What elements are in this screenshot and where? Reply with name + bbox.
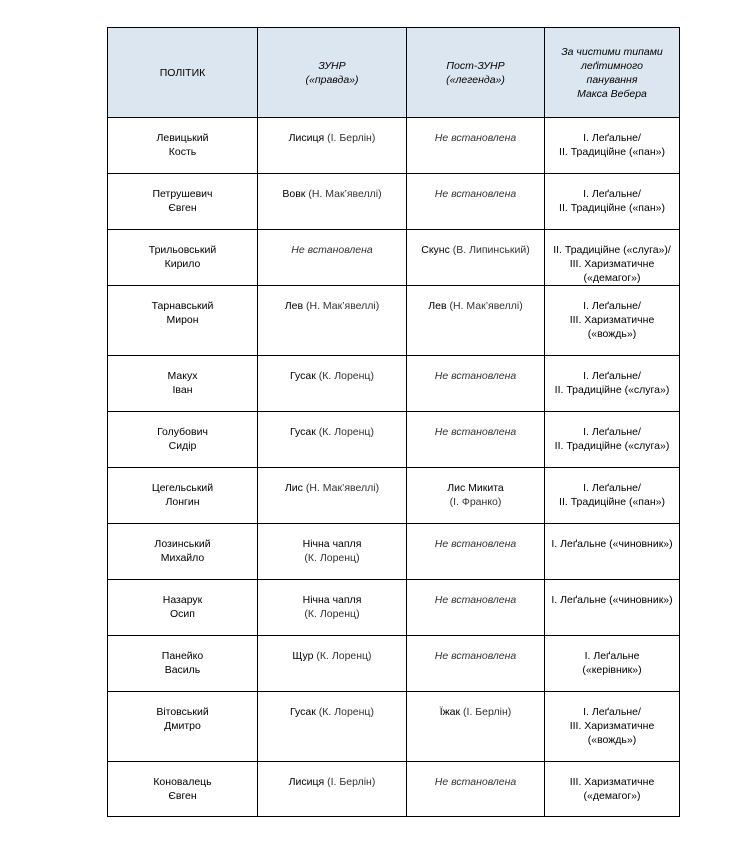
animal-name: Лисиця [288,132,325,144]
animal-name: Нічна чапля [302,594,362,606]
table-row [108,118,680,174]
header-post-zunr-line: Пост-ЗУНР [446,59,505,72]
politician-name-line: Осип [170,608,195,620]
source-author: (К. Лоренц) [318,370,374,382]
weber-type-cell [545,412,680,468]
politician-name-cell [108,636,258,692]
weber-type-cell [545,468,680,524]
politician-name-line: Панейко [161,650,204,662]
zunr-cell [258,286,407,356]
weber-type-line: I. Леґальне/ [583,300,641,312]
weber-type-line: («керівник») [582,664,642,676]
weber-type-line: I. Леґальне/ [583,482,641,494]
weber-type-line: III. Харизматичне [569,720,655,732]
zunr-cell [258,636,407,692]
animal-name: Їжак [439,706,461,718]
weber-type-line: I. Леґальне [584,650,640,662]
weber-type-cell [545,118,680,174]
zunr-cell [258,468,407,524]
weber-type-cell [545,174,680,230]
politician-name-cell [108,468,258,524]
source-author: (К. Лоренц) [316,650,372,662]
zunr-cell [258,580,407,636]
post-zunr-cell [407,230,545,286]
source-author: (Н. Мак’явеллі) [449,300,523,312]
politician-name-cell [108,692,258,762]
politician-name-cell [108,762,258,817]
weber-type-line: III. Харизматичне [569,258,655,270]
table-row [108,286,680,356]
zunr-cell [258,692,407,762]
source-author: (К. Лоренц) [304,608,360,620]
animal-name: Нічна чапля [302,538,362,550]
not-established-text: Не встановлена [434,426,517,438]
politician-name-cell [108,524,258,580]
politician-name-line: Сидір [168,440,197,452]
source-author: (К. Лоренц) [318,426,374,438]
politician-name-line: Назарук [162,594,203,606]
politician-name-cell [108,230,258,286]
politician-name-line: Кирило [164,258,201,270]
not-established-text: Не встановлена [434,132,517,144]
source-author: (Н. Мак’явеллі) [308,188,382,200]
source-author: (І. Берлін) [327,132,376,144]
weber-type-cell [545,356,680,412]
weber-type-line: II. Традиційне («слуга»)/ [553,244,671,256]
table-row [108,762,680,817]
header-row [108,28,680,118]
weber-type-line: («демагог») [583,790,641,802]
weber-type-line: II. Традиційне («пан») [559,496,665,508]
weber-type-line: («вождь») [587,328,637,340]
source-author: (Н. Мак’явеллі) [305,300,380,312]
table-row [108,580,680,636]
table-row [108,468,680,524]
weber-type-cell [545,230,680,286]
zunr-cell [258,230,407,286]
politician-name-line: Голубович [157,426,208,438]
politician-name-cell [108,174,258,230]
weber-type-cell [545,762,680,817]
post-zunr-cell [407,174,545,230]
source-author: (І. Берлін) [327,776,376,788]
weber-type-line: II. Традиційне («слуга») [554,384,670,396]
table-row [108,692,680,762]
politician-name-line: Мирон [166,314,199,326]
politician-name-line: Кость [168,146,197,158]
politician-name-line: Дмитро [164,720,201,732]
table-row [108,230,680,286]
post-zunr-cell [407,356,545,412]
zunr-cell [258,412,407,468]
animal-name: Лисиця [288,776,325,788]
politician-name-line: Євген [168,790,197,802]
weber-type-cell [545,524,680,580]
politician-name-line: Лозинський [154,538,211,550]
politician-name-line: Левицький [156,132,209,144]
header-zunr [258,28,407,118]
politician-name-cell [108,356,258,412]
header-weber-line: леґітимного [581,59,643,72]
source-author: (К. Лоренц) [318,706,374,718]
weber-type-line: I. Леґальне/ [583,188,641,200]
header-zunr-line: («правда») [305,73,359,86]
weber-type-line: I. Леґальне/ [583,706,641,718]
weber-type-line: I. Леґальне («чиновник») [551,594,673,606]
weber-type-line: III. Харизматичне [569,314,655,326]
header-weber [545,28,680,118]
politicians-table [107,27,680,817]
header-weber-line: панування [586,73,638,86]
weber-type-line: I. Леґальне («чиновник») [551,538,673,550]
weber-type-cell [545,692,680,762]
weber-type-line: III. Харизматичне [569,776,655,788]
animal-name: Гусак [290,426,316,438]
header-post-zunr-line: («легенда») [446,73,505,86]
post-zunr-cell [407,692,545,762]
zunr-cell [258,118,407,174]
weber-type-cell [545,580,680,636]
source-author: (Н. Мак’явеллі) [305,482,380,494]
politician-name-cell [108,580,258,636]
table-row [108,356,680,412]
post-zunr-cell [407,118,545,174]
animal-name: Вовк [282,188,306,200]
animal-name: Лев [284,300,304,312]
not-established-text: Не встановлена [434,594,517,606]
table-row [108,524,680,580]
weber-type-cell [545,636,680,692]
not-established-text: Не встановлена [434,538,517,550]
weber-type-line: I. Леґальне/ [583,132,641,144]
politician-name-line: Іван [172,384,193,396]
not-established-text: Не встановлена [434,370,517,382]
politician-name-cell [108,286,258,356]
not-established-text: Не встановлена [434,650,517,662]
header-post-zunr [407,28,545,118]
weber-type-line: II. Традиційне («пан») [559,202,665,214]
animal-name: Лис Микита [447,482,504,494]
animal-name: Щур [292,650,314,662]
politician-name-line: Євген [168,202,197,214]
politician-name-line: Трильовський [148,244,217,256]
not-established-text: Не встановлена [434,188,517,200]
post-zunr-cell [407,580,545,636]
source-author: (В. Липинський) [452,244,530,256]
zunr-cell [258,174,407,230]
header-weber-line: Макса Вебера [577,87,647,100]
politician-name-line: Михайло [160,552,205,564]
weber-type-line: («вождь») [587,734,637,746]
header-politician: ПОЛІТИК [108,28,258,118]
politician-name-line: Коновалець [153,776,212,788]
weber-type-line: II. Традиційне («пан») [559,146,665,158]
table-body [108,118,680,817]
post-zunr-cell [407,762,545,817]
politician-name-line: Василь [164,664,201,676]
source-author: (І. Франко) [449,496,502,508]
post-zunr-cell [407,524,545,580]
post-zunr-cell [407,468,545,524]
zunr-cell [258,762,407,817]
table-row [108,174,680,230]
weber-type-line: I. Леґальне/ [583,426,641,438]
zunr-cell [258,356,407,412]
weber-type-cell [545,286,680,356]
animal-name: Скунс [421,244,450,256]
table-row [108,636,680,692]
politician-name-line: Лонгин [165,496,200,508]
weber-type-line: II. Традиційне («слуга») [554,440,670,452]
politician-name-line: Тарнавський [151,300,214,312]
header-weber-line: За чистими типами [561,45,663,58]
post-zunr-cell [407,286,545,356]
animal-name: Лис [284,482,303,494]
zunr-cell [258,524,407,580]
source-author: (К. Лоренц) [304,552,360,564]
politician-name-line: Петрушевич [152,188,213,200]
not-established-text: Не встановлена [291,244,373,256]
post-zunr-cell [407,412,545,468]
source-author: (І. Берлін) [463,706,512,718]
animal-name: Гусак [290,370,316,382]
weber-type-line: I. Леґальне/ [583,370,641,382]
animal-name: Гусак [290,706,316,718]
politician-name-line: Цегельський [151,482,214,494]
politician-name-cell [108,412,258,468]
politician-name-cell [108,118,258,174]
politician-name-line: Макух [167,370,198,382]
politician-name-line: Вітовський [156,706,209,718]
not-established-text: Не встановлена [434,776,517,788]
post-zunr-cell [407,636,545,692]
header-zunr-line: ЗУНР [318,59,346,72]
table-row [108,412,680,468]
animal-name: Лев [428,300,447,312]
weber-type-line: («демагог») [583,272,641,284]
